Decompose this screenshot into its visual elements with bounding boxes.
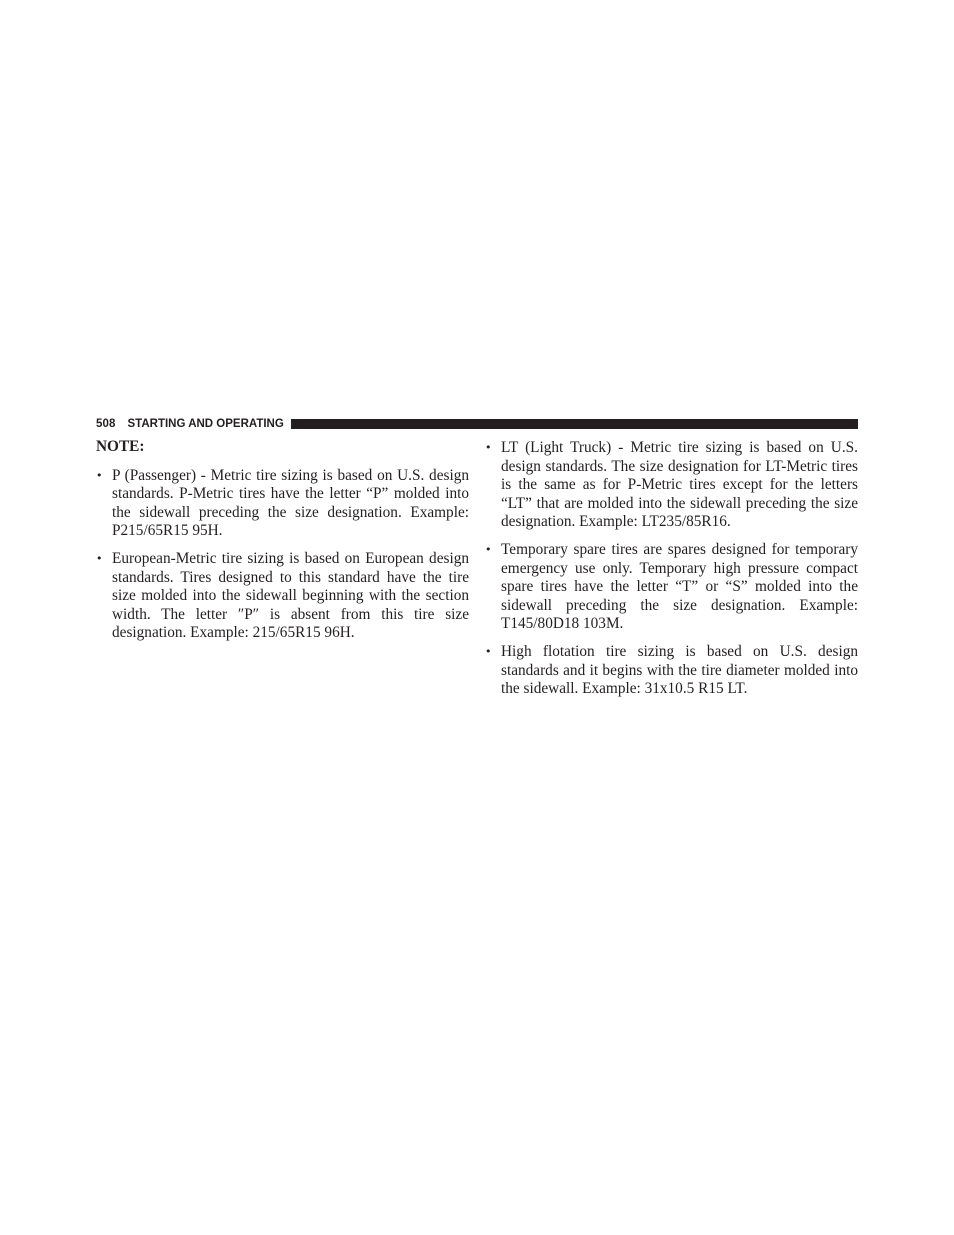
bullet-icon: • bbox=[96, 468, 103, 482]
page-header bbox=[96, 417, 858, 431]
bullet-icon: • bbox=[96, 551, 103, 565]
list-item bbox=[96, 467, 469, 541]
list-item-text: P (Passenger) - Metric tire sizing is based on U.S. design standards. P-Metric tires have the letter “P” molded into the sidewall preceding the size designation. Example: P215/65R15 95H. bbox=[112, 466, 469, 540]
note-label: NOTE: bbox=[96, 438, 145, 455]
list-item bbox=[96, 550, 469, 643]
header-rule bbox=[291, 419, 858, 429]
bullet-icon: • bbox=[485, 644, 492, 658]
bullet-icon: • bbox=[485, 542, 492, 556]
list-item-text: High flotation tire sizing is based on U.S. design standards and it begins with the tire diameter molded into the sidewall. Example: 31x10.5 R15 LT. bbox=[501, 642, 858, 698]
bullet-icon: • bbox=[485, 441, 492, 454]
list-item-text: European-Metric tire sizing is based on European design standards. Tires designed to this standard have the tire size molded into the sidewall beginning with the section width. The letter ″P″ is absent from this tire size designation. Example: 215/65R15 96H. bbox=[112, 549, 469, 642]
list-item-text: Temporary spare tires are spares designed for temporary emergency use only. Temporary high pressure compact spare tires have the letter “T” or “S” molded into the sidewall preceding the size designation. Example: T145/80D18 103M. bbox=[501, 540, 858, 633]
list-item bbox=[485, 439, 858, 532]
section-title: STARTING AND OPERATING bbox=[127, 418, 284, 430]
list-item-text: LT (Light Truck) - Metric tire sizing is based on U.S. design standards. The size designation for LT-Metric tires is the same as for P-Metric tires except for the letters “LT” that are molded into the sidewall preceding the size designation. Example: LT235/85R16. bbox=[501, 439, 858, 531]
page-number: 508 bbox=[96, 418, 116, 430]
list-item bbox=[485, 541, 858, 634]
list-item bbox=[485, 643, 858, 699]
tire-sizing-list-right bbox=[485, 439, 858, 699]
tire-sizing-list-left bbox=[96, 467, 469, 643]
left-column bbox=[96, 436, 469, 652]
right-column bbox=[485, 436, 858, 708]
